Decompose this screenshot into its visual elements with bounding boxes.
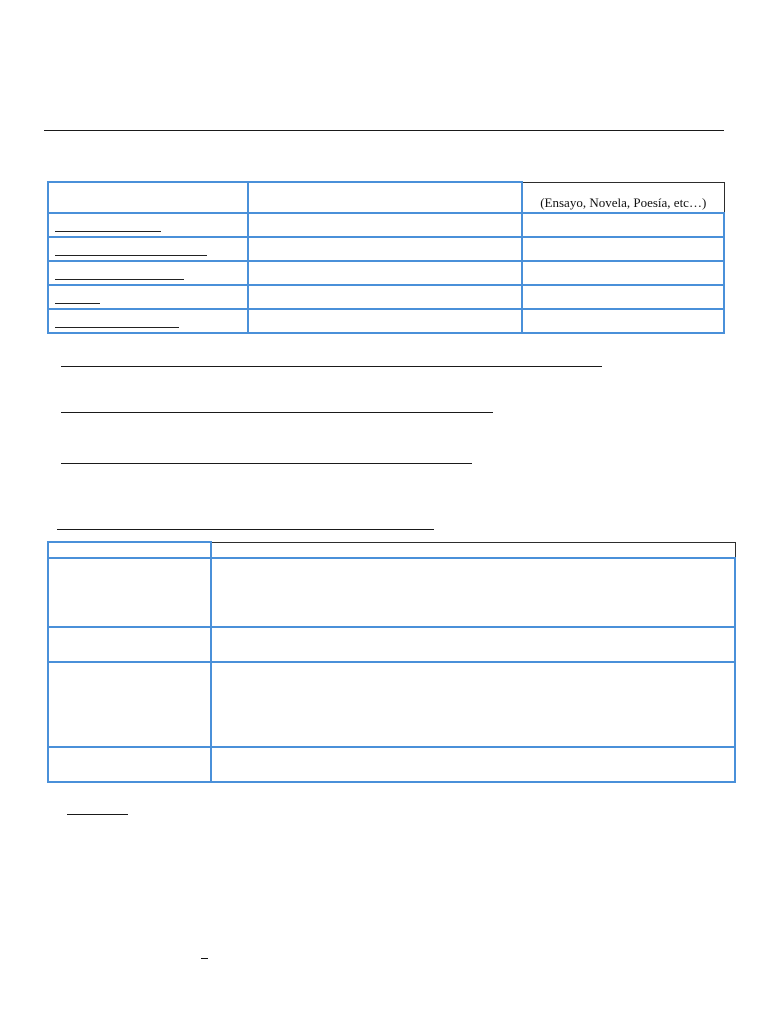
table-cell[interactable] [248, 261, 522, 285]
info-header-cell [48, 182, 248, 213]
info-header-cell [248, 182, 522, 213]
table-cell[interactable] [248, 237, 522, 261]
fill-in-line[interactable] [61, 366, 602, 367]
table-row [48, 237, 724, 261]
table-row [48, 309, 724, 333]
table-cell[interactable] [522, 261, 724, 285]
table-cell[interactable] [522, 237, 724, 261]
table-cell [211, 542, 735, 558]
table-cell[interactable] [211, 747, 735, 782]
table-cell[interactable] [248, 285, 522, 309]
table-cell[interactable] [522, 309, 724, 333]
table-row [48, 747, 735, 782]
table-cell[interactable] [48, 558, 211, 627]
info-header-cell [522, 182, 724, 213]
detail-table [47, 541, 736, 783]
section-heading-line [57, 529, 434, 530]
table-cell[interactable] [48, 213, 248, 237]
table-cell[interactable] [48, 747, 211, 782]
table-row [48, 261, 724, 285]
table-cell[interactable] [248, 213, 522, 237]
table-row [48, 627, 735, 662]
table-cell[interactable] [48, 261, 248, 285]
table-cell[interactable] [248, 309, 522, 333]
fill-in-line[interactable] [61, 463, 472, 464]
fill-in-line [55, 231, 161, 232]
table-cell[interactable] [48, 309, 248, 333]
info-table [47, 181, 725, 334]
fill-in-line [55, 255, 207, 256]
fill-in-line [55, 327, 179, 328]
table-cell[interactable] [522, 213, 724, 237]
table-cell[interactable] [48, 627, 211, 662]
dash-mark [201, 958, 208, 959]
header-divider [44, 130, 724, 131]
table-cell[interactable] [211, 558, 735, 627]
table-cell[interactable] [522, 285, 724, 309]
fill-in-line[interactable] [61, 412, 493, 413]
table-cell[interactable] [48, 237, 248, 261]
table-cell[interactable] [48, 285, 248, 309]
fill-in-line [55, 303, 100, 304]
detail-header-row [48, 542, 735, 558]
fill-in-line [55, 279, 184, 280]
info-table-header-row [48, 182, 724, 213]
table-cell[interactable] [211, 627, 735, 662]
section-heading-line [67, 814, 128, 815]
table-row [48, 558, 735, 627]
table-row [48, 213, 724, 237]
table-cell[interactable] [211, 662, 735, 747]
table-row [48, 285, 724, 309]
table-row [48, 662, 735, 747]
table-cell[interactable] [48, 662, 211, 747]
table-cell [48, 542, 211, 558]
genre-hint: (Ensayo, Novela, Poesía, etc…) [540, 195, 707, 210]
